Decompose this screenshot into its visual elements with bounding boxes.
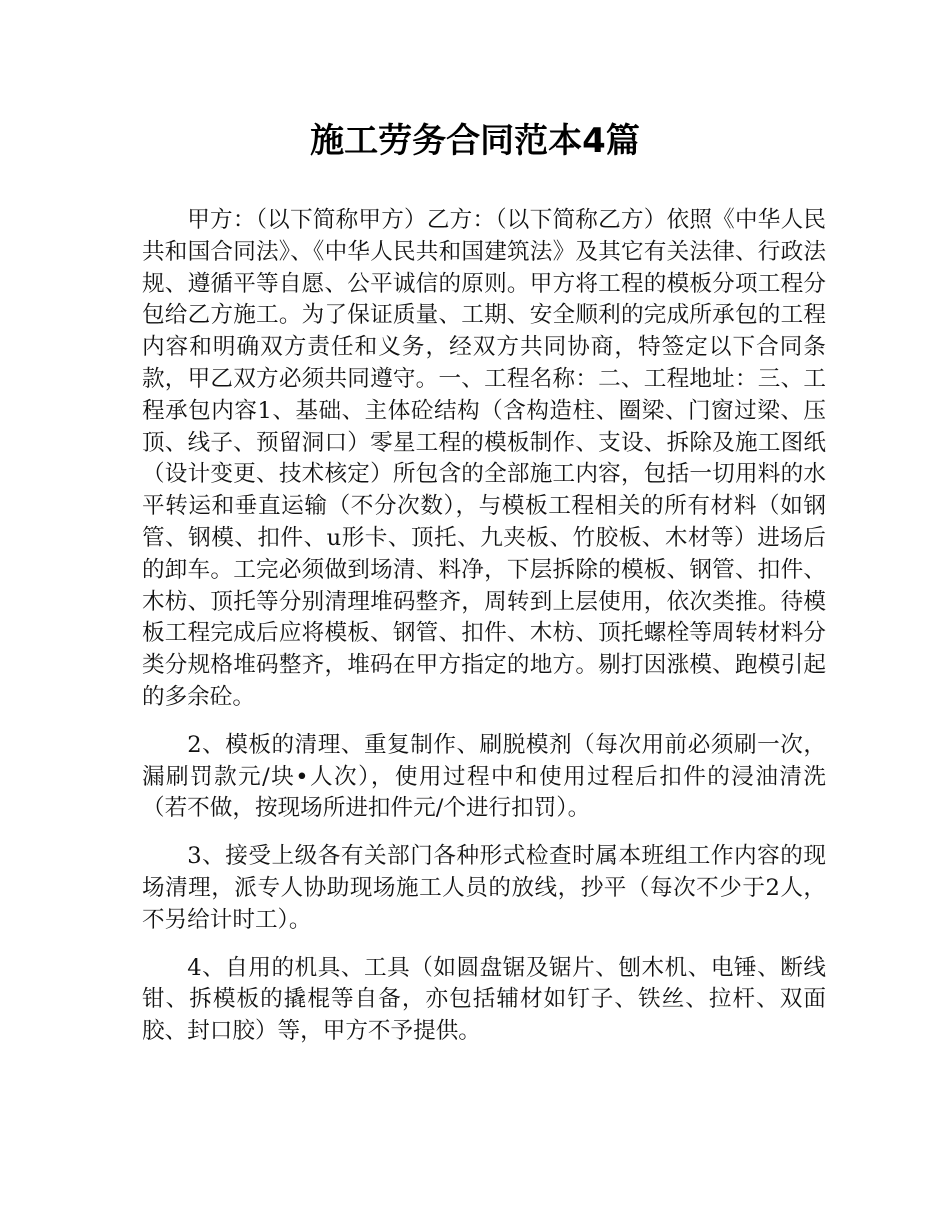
paragraph-3: 3、接受上级各有关部门各种形式检查时属本班组工作内容的现场清理，派专人协助现场施工人员的放线，抄平（每次不少于2人，不另给计时工）。 bbox=[142, 843, 826, 933]
document-title: 施工劳务合同范本4篇 bbox=[310, 121, 640, 161]
document-body bbox=[142, 205, 826, 1064]
paragraph-4: 4、自用的机具、工具（如圆盘锯及锯片、刨木机、电锤、断线钳、拆模板的撬棍等自备，亦包括辅材如钉子、铁丝、拉杆、双面胶、封口胶）等，甲方不予提供。 bbox=[142, 954, 826, 1045]
paragraph-2: 2、模板的清理、重复制作、刷脱模剂（每次用前必须刷一次，漏刷罚款元/块•人次），使用过程中和使用过程后扣件的浸油清洗（若不做，按现场所进扣件元/个进行扣罚）。 bbox=[142, 731, 826, 822]
paragraph-1: 甲方：（以下简称甲方）乙方：（以下简称乙方）依照《中华人民共和国合同法》、《中华人民共和国建筑法》及其它有关法律、行政法规、遵循平等自愿、公平诚信的原则。甲方将工程的模板分项工程分包给乙方施工。为了保证质量、工期、安全顺利的完成所承包的工程内容和明确双方责任和义务，经双方共同协商，特签定以下合同条款，甲乙双方必须共同遵守。一、工程名称：二、工程地址：三、工程承包内容1、基础、主体砼结构（含构造柱、圈梁、门窗过梁、压顶、线子、预留洞口）零星工程的模板制作、支设、拆除及施工图纸（设计变更、技术核定）所包含的全部施工内容，包括一切用料的水平转运和垂直运输（不分次数），与模板工程相关的所有材料（如钢管、钢模、扣件、u形卡、顶托、九夹板、竹胶板、木材等）进场后的卸车。工完必须做到场清、料净，下层拆除的模板、钢管、扣件、木枋、顶托等分别清理堆码整齐，周转到上层使用，依次类推。待模板工程完成后应将模板、钢管、扣件、木枋、顶托螺栓等周转材料分类分规格堆码整齐，堆码在甲方指定的地方。剔打因涨模、跑模引起的多余砼。 bbox=[142, 207, 826, 710]
